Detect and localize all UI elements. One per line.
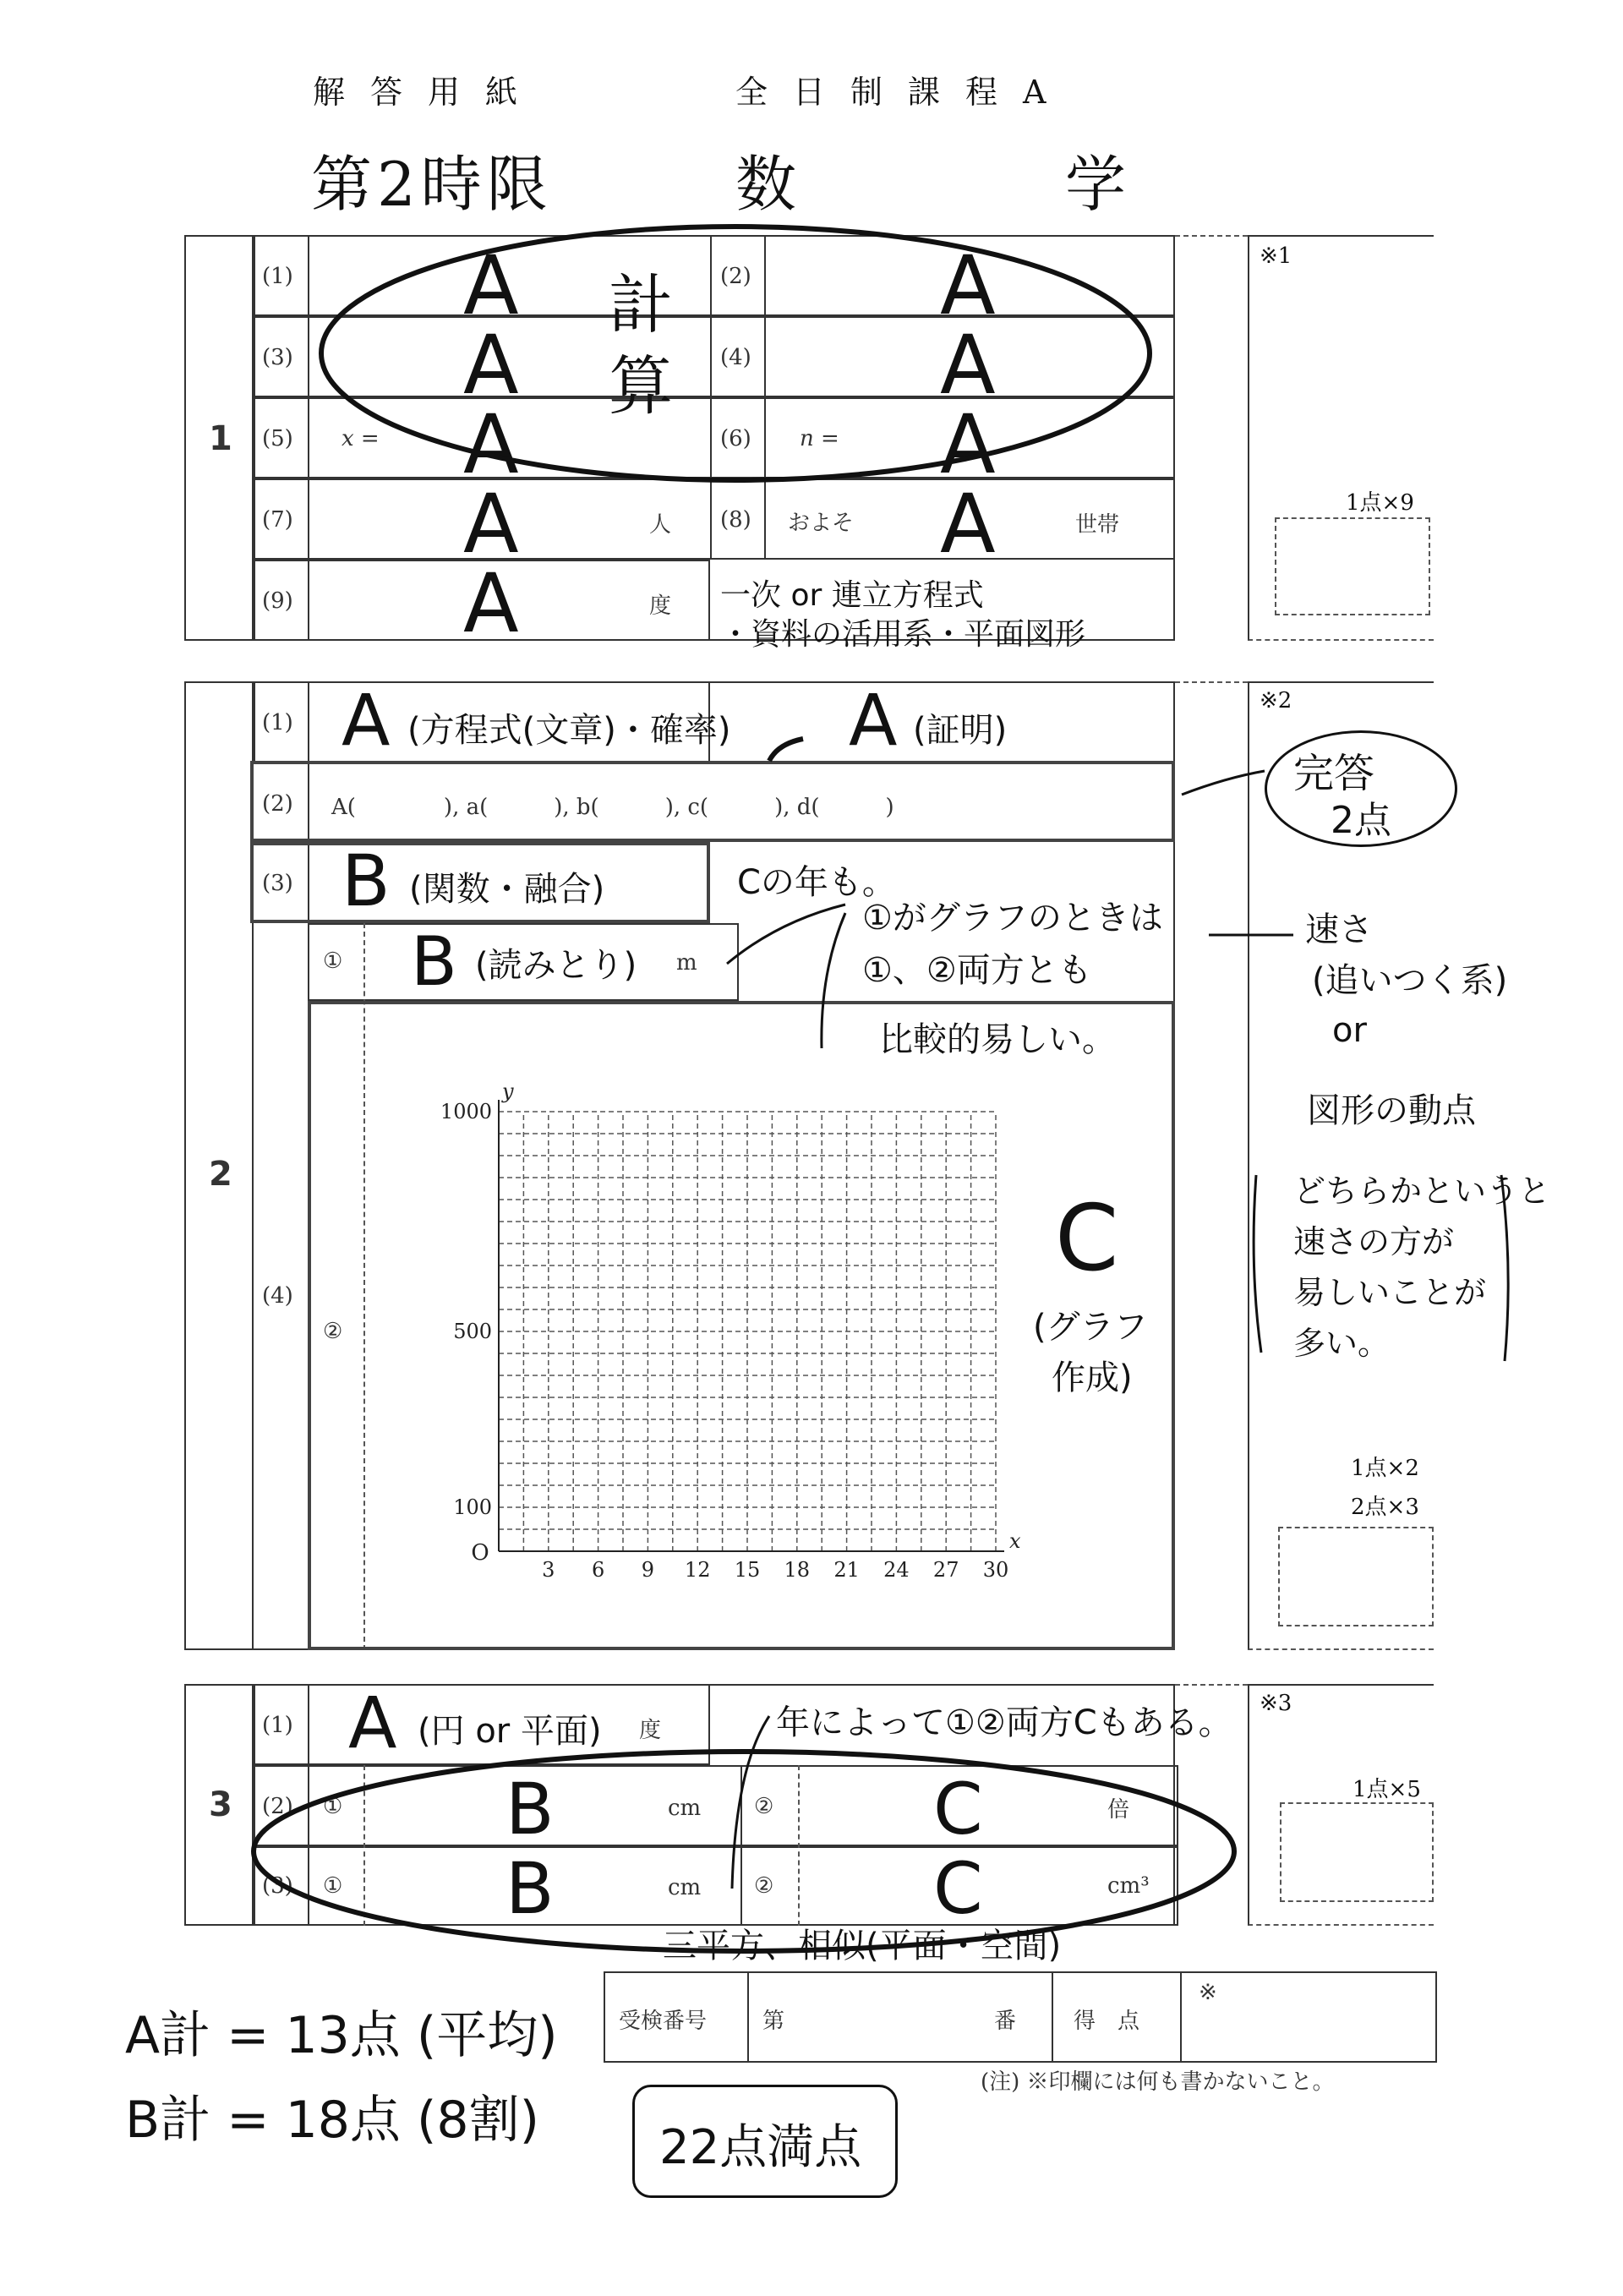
grade: B [505, 1768, 555, 1850]
q-label: (1) [262, 1713, 293, 1738]
page-title: 第2時限 [311, 149, 553, 220]
x-tick-label: 24 [883, 1558, 910, 1582]
grade: C [1055, 1186, 1119, 1292]
footer-sep [1052, 1971, 1053, 2063]
grade: A [463, 556, 519, 651]
header-course: 全日制課程A [735, 74, 1072, 111]
score-mark: ※3 [1260, 1691, 1292, 1716]
note-handwritten: 作成) [1052, 1358, 1133, 1397]
s1-row-1 [254, 235, 1175, 316]
note-handwritten: 2点 [1331, 799, 1391, 842]
s2-col-sep [308, 764, 309, 839]
score-label: 1点×5 [1352, 1777, 1421, 1802]
q-label: (7) [262, 507, 293, 533]
x-axis-label: x [1009, 1529, 1021, 1553]
s1-row-4 [254, 478, 1175, 560]
exam-number-dai[interactable]: 第 [762, 2009, 785, 2034]
exam-number-label: 受検番号 [619, 2009, 708, 2034]
note-handwritten: ①、②両方とも [862, 951, 1092, 990]
dash-line [363, 1765, 365, 1926]
grade: A [463, 318, 519, 413]
q-label: (3) [262, 871, 293, 896]
grade: A [849, 679, 898, 762]
q-label: (5) [262, 426, 293, 451]
unit-m: m [676, 950, 697, 976]
note-handwritten: 図形の動点 [1307, 1091, 1476, 1130]
x-tick-label: 15 [734, 1558, 761, 1582]
section-1-number: 1 [209, 419, 232, 458]
grade: A [463, 238, 519, 333]
note-handwritten: (読みとり) [475, 946, 637, 985]
x-tick-label: 12 [684, 1558, 711, 1582]
score-entry[interactable] [1275, 517, 1430, 615]
score-label: 1点×2 [1351, 1456, 1419, 1481]
sub-label: ② [323, 1319, 343, 1344]
score-total-mark[interactable]: ※ [1199, 1980, 1217, 2005]
grade: A [463, 397, 519, 492]
sub-label: ② [754, 1794, 774, 1819]
y-tick-label: 500 [453, 1320, 492, 1343]
q-label: (3) [262, 1873, 293, 1899]
note-handwritten: 速さの方が [1293, 1223, 1455, 1260]
note-handwritten: (グラフ [1033, 1308, 1148, 1347]
sum-b: B計 = 18点 (8割) [125, 2091, 539, 2150]
unit-bai: 倍 [1107, 1797, 1130, 1823]
q-label: (1) [262, 264, 293, 289]
note-handwritten: (証明) [913, 711, 1008, 750]
dash-line [1175, 681, 1248, 683]
s2-col-sep [308, 845, 309, 920]
sub-label: ① [323, 1794, 343, 1819]
grade: C [933, 1847, 983, 1930]
q-label: (2) [262, 791, 293, 817]
note-handwritten: どちらかというと [1293, 1173, 1551, 1210]
q-label: (4) [262, 1283, 293, 1309]
note-handwritten: 年によって①②両方Cもある。 [776, 1703, 1232, 1742]
unit-cm: cm [668, 1796, 702, 1821]
q-label: (3) [262, 345, 293, 370]
y-axis-label: y [502, 1080, 514, 1103]
s1-col-sep [308, 235, 309, 641]
sub-label: ② [754, 1873, 774, 1899]
note-handwritten: 完答 [1293, 750, 1375, 797]
s1-col-sep [764, 235, 766, 560]
x-tick-label: 18 [784, 1558, 811, 1582]
grade: B [411, 922, 457, 1001]
s2-col-sep [308, 681, 309, 764]
section-3-number: 3 [209, 1785, 232, 1824]
section-2-number: 2 [209, 1155, 232, 1194]
q2-answer-slots: A( ), a( ), b( ), c( ), d( ) [331, 795, 894, 820]
note-handwritten: ①がグラフのときは [862, 899, 1163, 938]
score-mark: ※1 [1260, 243, 1292, 269]
s1-row-2 [254, 316, 1175, 397]
note-handwritten: (関数・融合) [409, 870, 605, 909]
unit-setai: 世帯 [1075, 512, 1120, 538]
q-label: (2) [720, 264, 751, 289]
x-tick-label: 27 [932, 1558, 959, 1582]
grade: A [940, 397, 996, 492]
note-handwritten: 易しいことが [1293, 1274, 1487, 1311]
unit-cm: cm [668, 1875, 702, 1900]
x-tick-label: 9 [641, 1558, 655, 1582]
note-handwritten: or [1332, 1011, 1367, 1050]
note-handwritten: 三平方、相似(平面・空間) [663, 1927, 1062, 1965]
prefix-oyoso: およそ [788, 511, 855, 536]
score-entry[interactable] [1278, 1527, 1434, 1626]
grade: A [940, 477, 996, 571]
grade: A [940, 318, 996, 413]
score-mark: ※2 [1260, 688, 1292, 713]
s3-q3-box [254, 1846, 1178, 1930]
q-label: (9) [262, 588, 293, 614]
sub-label: ① [323, 1873, 343, 1899]
y-tick-label: 100 [453, 1495, 492, 1519]
exam-info-table [604, 1971, 1437, 2063]
x-tick-label: 21 [833, 1558, 860, 1582]
unit-nin: 人 [649, 512, 672, 538]
x-tick-label: 30 [982, 1558, 1009, 1582]
full-marks: 22点満点 [659, 2120, 862, 2175]
note-handwritten: (方程式(文章)・確率) [407, 711, 731, 750]
prefix-x: x = [342, 426, 380, 451]
score-label: 1点×9 [1346, 490, 1414, 516]
note-handwritten: 多い。 [1293, 1325, 1391, 1362]
s3-q2-box [254, 1765, 1178, 1850]
x-tick-label: 3 [542, 1558, 555, 1582]
q-label: (4) [720, 345, 751, 370]
note-handwritten: 速さ [1305, 910, 1373, 949]
score-label: 2点×3 [1351, 1495, 1419, 1520]
note-handwritten: ・資料の活用系・平面図形 [720, 617, 1086, 652]
q-label: (6) [720, 426, 751, 451]
unit-do: 度 [639, 1718, 662, 1743]
s1-row-3 [254, 397, 1175, 478]
grade: A [342, 679, 391, 762]
unit-cm3: cm³ [1107, 1873, 1150, 1899]
q-label: (1) [262, 710, 293, 735]
grade: B [342, 839, 391, 922]
grade: A [463, 477, 519, 571]
x-tick-label: 6 [591, 1558, 605, 1582]
note-handwritten: 一次 or 連立方程式 [720, 578, 984, 613]
footer-note: (注) ※印欄には何も書かないこと。 [981, 2069, 1335, 2095]
footer-sep [1180, 1971, 1182, 2063]
y-tick-label: 1000 [440, 1100, 492, 1123]
unit-do: 度 [649, 593, 672, 619]
sub-label: ① [323, 948, 343, 974]
header-label: 解答用紙 [313, 74, 544, 111]
q-label: (8) [720, 507, 751, 533]
q-label: (2) [262, 1794, 293, 1819]
subject-title: 数 学 [735, 149, 1132, 220]
s2-col-sep [252, 923, 254, 1650]
s3-col-sep [740, 1765, 742, 1926]
s1-col-sep [710, 235, 712, 560]
note-handwritten: (追いつく系) [1312, 961, 1508, 1000]
grade: A [940, 238, 996, 333]
prefix-n: n = [800, 426, 839, 451]
grade: A [348, 1681, 397, 1764]
dash-line [798, 1765, 800, 1926]
dash-line [1175, 1684, 1248, 1686]
grade: B [505, 1847, 555, 1930]
score-total-label: 得 点 [1074, 2009, 1140, 2034]
origin-label: O [471, 1540, 489, 1566]
exam-number-ban: 番 [994, 2009, 1017, 2034]
graph-grid [440, 1061, 1048, 1585]
footer-sep [747, 1971, 749, 2063]
note-handwritten: Cの年も。 [737, 863, 896, 902]
score-entry[interactable] [1280, 1802, 1434, 1902]
note-calc: 計 [609, 267, 673, 342]
note-handwritten: 比較的易しい。 [879, 1020, 1116, 1059]
note-calc: 算 [609, 348, 673, 424]
grade: C [933, 1768, 983, 1850]
note-handwritten: (円 or 平面) [418, 1712, 602, 1751]
dash-line [1175, 235, 1248, 237]
sum-a: A計 = 13点 (平均) [125, 2006, 558, 2065]
